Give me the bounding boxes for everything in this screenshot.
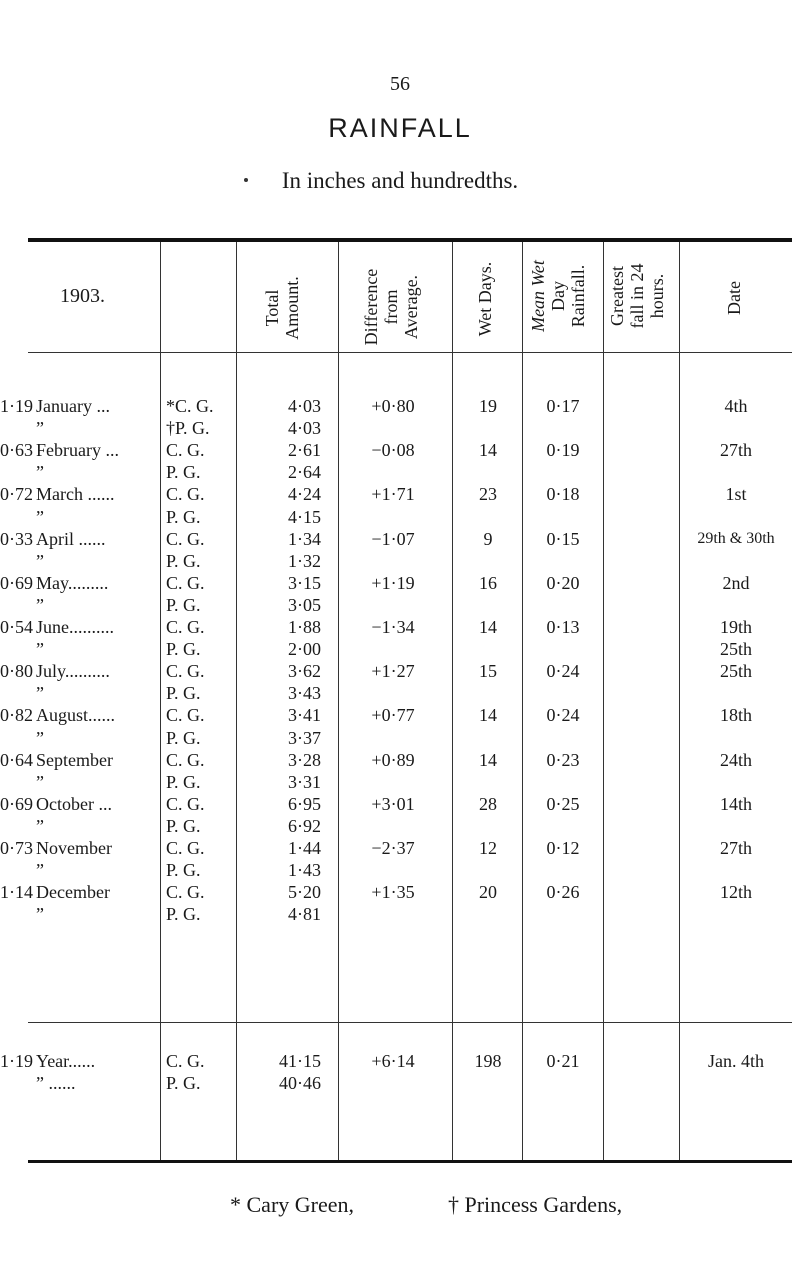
table-row-month: ” [36,551,44,571]
subtitle-text: In inches and hundredths. [281,168,519,193]
table-row-amount: 3·41 [288,705,321,725]
table-row-mean: 0·20 [546,573,580,593]
table-row-station: P. G. [166,904,201,924]
table-row-amount: 4·03 [288,418,321,438]
year-row-mean: 0·21 [546,1051,580,1071]
table-row-wet: 20 [479,882,497,902]
header-total-line: Amount. [282,276,302,340]
table-row-station: P. G. [166,462,201,482]
table-row-mean: 0·24 [546,661,580,681]
table-row-station: C. G. [166,838,205,858]
table-row-mean: 0·26 [546,882,580,902]
table-row-date: 29th & 30th [697,530,775,547]
table-row-amount: 1·43 [288,860,321,880]
table-row-month: ” [36,904,44,924]
table-row-diff: −1·07 [371,529,415,549]
table-row-month: ” [36,418,44,438]
table-row-month: January ... [36,396,110,416]
page-title: RAINFALL [328,113,472,143]
table-row-amount: 4·81 [288,904,321,924]
table-row-station: P. G. [166,639,201,659]
table-row-month: ” [36,683,44,703]
table-row-diff: −1·34 [371,617,415,637]
header-date [724,248,748,348]
header-greatest-line: Greatest [607,266,627,326]
table-row-month: ” [36,816,44,836]
table-row-wet: 9 [483,529,493,549]
header-greatest-line: fall in 24 [627,263,647,329]
table-row-mean: 0·15 [546,529,580,549]
table-row-amount: 4·24 [288,484,321,504]
table-row-station: C. G. [166,529,205,549]
table-row-mean: 0·12 [546,838,580,858]
table-row-greatest: 1·14 [0,882,33,902]
header-greatest-line: hours. [647,273,667,319]
table-row-date: 18th [719,705,752,725]
table-row-greatest: 0·72 [0,484,33,504]
table-row-mean: 0·13 [546,617,580,637]
table-row-diff: −2·37 [371,838,415,858]
table-row-amount: 2·64 [288,462,321,482]
header-mean-line: Day [548,281,568,311]
page-number: 56 [390,73,410,95]
header-total [262,258,312,358]
header-year: 1903. [60,285,105,307]
table-row-month: August...... [36,705,116,725]
table-row-amount: 3·28 [288,750,321,770]
year-row-amount: 41·15 [279,1051,321,1071]
header-difference [361,255,431,359]
table-row-month: November [36,838,112,858]
table-row-diff: +1·27 [371,661,415,681]
table-row-amount: 4·03 [288,396,321,416]
table-row-wet: 14 [479,617,497,637]
table-row-wet: 14 [479,750,497,770]
table-row-amount: 1·32 [288,551,321,571]
table-row-wet: 23 [479,484,497,504]
header-difference-line: Average. [401,274,421,340]
footnote-princess-gardens: † Princess Gardens, [448,1192,623,1217]
table-row-date: 27th [719,440,752,460]
table-row-station: P. G. [166,595,201,615]
header-wet-days [475,249,499,349]
table-row-station: P. G. [166,551,201,571]
table-row-greatest: 0·64 [0,750,33,770]
table-row-date: 27th [719,838,752,858]
table-row-date: 25th [719,661,752,681]
year-row-amount: 40·46 [279,1073,321,1093]
table-row-month: October ... [36,794,112,814]
table-row-diff: +3·01 [371,794,415,814]
table-row-mean: 0·19 [546,440,580,460]
table-row-wet: 19 [479,396,497,416]
table-row-amount: 3·43 [288,683,321,703]
table-row-greatest: 0·69 [0,573,33,593]
table-row-date: 4th [724,396,748,416]
year-row-station: C. G. [166,1051,205,1071]
table-row-station: †P. G. [166,418,210,438]
table-row-month: ” [36,639,44,659]
table-row-amount: 3·15 [288,573,321,593]
table-row-wet: 28 [479,794,497,814]
table-row-station: *C. G. [166,396,214,416]
year-row-month: Year...... [36,1051,96,1071]
year-row-month: ” ...... [36,1073,76,1093]
table-row-wet: 12 [479,838,497,858]
bullet-mark-icon [244,178,248,182]
table-row-date: 12th [719,882,752,902]
table-row-station: C. G. [166,661,205,681]
table-row-month: March ...... [36,484,115,504]
table-row-diff: +1·19 [371,573,415,593]
bottom-rule [28,1160,792,1163]
table-row-month: July.......... [36,661,110,681]
table-row-station: C. G. [166,484,205,504]
table-row-greatest: 0·80 [0,661,33,681]
table-row-month: ” [36,595,44,615]
header-total-line: Total [262,289,282,327]
table-row-wet: 16 [479,573,497,593]
table-row-greatest: 0·63 [0,440,33,460]
table-row-station: C. G. [166,573,205,593]
table-row-station: P. G. [166,860,201,880]
table-row-month: December [36,882,110,902]
table-row-month: April ...... [36,529,106,549]
subtitle [0,168,800,194]
table-row-month: May......... [36,573,109,593]
table-row-date: 25th [719,639,752,659]
table-row-station: C. G. [166,617,205,637]
table-row-diff: −0·08 [371,440,415,460]
table-row-amount: 1·34 [288,529,321,549]
table-row-month: June.......... [36,617,114,637]
table-row-diff: +1·35 [371,882,415,902]
header-date-line: Date [724,281,744,315]
table-row-amount: 1·88 [288,617,321,637]
table-row-greatest: 0·69 [0,794,33,814]
table-row-amount: 3·62 [288,661,321,681]
table-row-greatest: 0·73 [0,838,33,858]
header-difference-line: from [381,289,401,325]
table-row-station: C. G. [166,794,205,814]
header-mean [528,246,596,346]
table-row-wet: 15 [479,661,497,681]
table-row-station: C. G. [166,882,205,902]
table-row-mean: 0·23 [546,750,580,770]
table-row-amount: 3·31 [288,772,321,792]
table-row-mean: 0·17 [546,396,580,416]
table-row-month: September [36,750,113,770]
table-row-month: ” [36,728,44,748]
table-row-wet: 14 [479,440,497,460]
table-row-date: 1st [725,484,747,504]
table-row-amount: 2·61 [288,440,321,460]
table-row-diff: +0·89 [371,750,415,770]
year-row-greatest: 1·19 [0,1051,33,1071]
table-row-station: C. G. [166,750,205,770]
table-row-amount: 6·95 [288,794,321,814]
table-row-station: P. G. [166,816,201,836]
table-row-mean: 0·25 [546,794,580,814]
header-greatest [607,246,675,346]
table-row-mean: 0·18 [546,484,580,504]
header-difference-line: Difference [361,268,381,346]
table-row-greatest: 0·54 [0,617,33,637]
table-row-month: ” [36,462,44,482]
table-row-station: C. G. [166,440,205,460]
table-row-station: P. G. [166,507,201,527]
table-row-station: P. G. [166,683,201,703]
year-row-station: P. G. [166,1073,201,1093]
table-row-month: ” [36,772,44,792]
header-mean-line: Mean Wet [528,260,548,332]
table-row-amount: 4·15 [288,507,321,527]
table-row-date: 2nd [722,573,750,593]
table-row-mean: 0·24 [546,705,580,725]
table-row-amount: 3·05 [288,595,321,615]
table-row-date: 14th [719,794,752,814]
table-row-month: February ... [36,440,119,460]
header-mean-line: Rainfall. [568,264,588,328]
table-row-greatest: 0·33 [0,529,33,549]
table-row-wet: 14 [479,705,497,725]
top-rule [28,238,792,242]
table-row-station: P. G. [166,772,201,792]
table-row-date: 19th [719,617,752,637]
table-row-greatest: 1·19 [0,396,33,416]
year-row-wet: 198 [474,1051,502,1071]
year-row-date: Jan. 4th [708,1051,764,1071]
table-row-month: ” [36,860,44,880]
table-row-station: C. G. [166,705,205,725]
table-row-month: ” [36,507,44,527]
year-separator [28,1022,792,1023]
table-row-amount: 2·00 [288,639,321,659]
table-row-diff: +1·71 [371,484,415,504]
table-row-amount: 5·20 [288,882,321,902]
year-row-diff: +6·14 [371,1051,415,1071]
header-wet-days-line: Wet Days. [475,261,495,337]
table-row-greatest: 0·82 [0,705,33,725]
table-row-amount: 1·44 [288,838,321,858]
table-row-date: 24th [719,750,752,770]
table-row-amount: 6·92 [288,816,321,836]
table-row-diff: +0·77 [371,705,415,725]
footnote-cary-green: * Cary Green, [230,1192,355,1217]
table-row-amount: 3·37 [288,728,321,748]
table-row-station: P. G. [166,728,201,748]
table-row-diff: +0·80 [371,396,415,416]
